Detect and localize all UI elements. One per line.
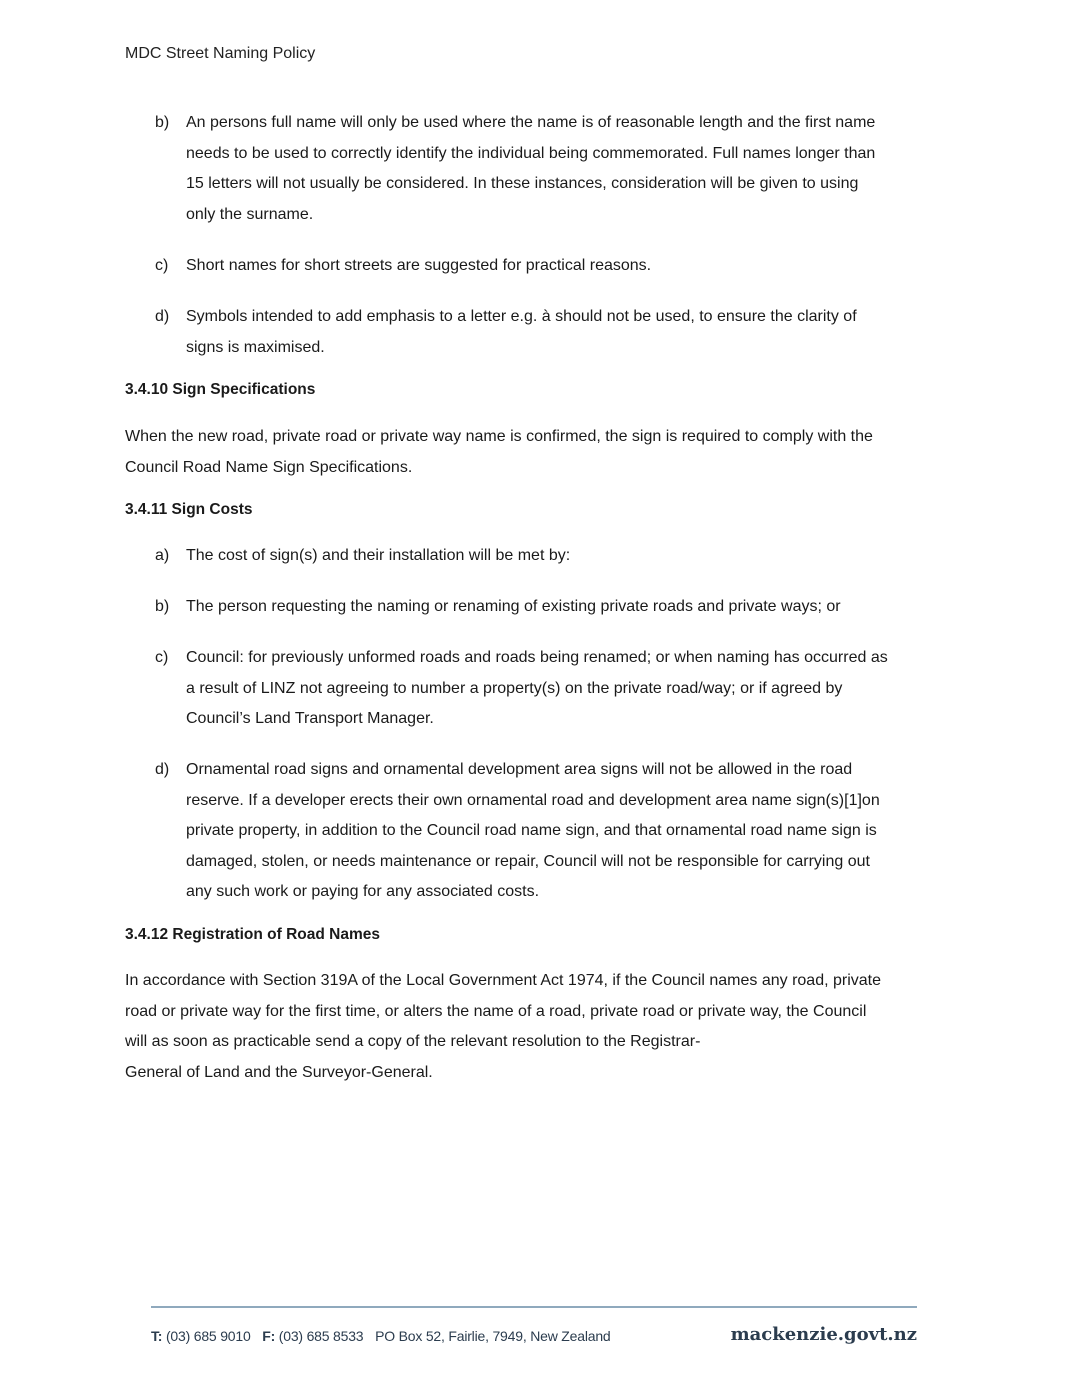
section-heading: 3.4.10 Sign Specifications xyxy=(125,381,316,398)
list-item-text: Short names for short streets are suggested for practical reasons. xyxy=(186,257,652,274)
list-item xyxy=(155,108,945,230)
list-item-text: Ornamental road signs and ornamental development area signs will not be allowed in the road reserve. If a developer erects their own ornamental road and development area name sign(s)[1]on private property, in addition to the Council road name sign, and that ornamental road name sign is damaged, stolen, or needs maintenance or repair, Council will not be responsible for carrying out any such work or paying for any associated costs. xyxy=(186,761,880,900)
list-item-label: a) xyxy=(155,547,170,564)
list-item-text: An persons full name will only be used where the name is of reasonable length and the first name needs to be used to correctly identify the individual being commemorated. Full names longer than 15 letters will not usually be considered. In these instances, consideration will be given to using only the surname. xyxy=(186,114,876,223)
phone-number: (03) 685 9010 xyxy=(165,1328,251,1344)
postal-address: PO Box 52, Fairlie, 7949, New Zealand xyxy=(375,1328,611,1344)
list-item xyxy=(155,643,945,735)
list-item-text: Council: for previously unformed roads and roads being renamed; or when naming has occurred as a result of LINZ not agreeing to number a property(s) on the private road/way; or if agreed by Council’s Land Transport Manager. xyxy=(186,649,888,727)
list-item-text: The person requesting the naming or renaming of existing private roads and private ways; or xyxy=(186,598,841,615)
list-item xyxy=(155,251,945,282)
list-item-label: c) xyxy=(155,257,169,274)
list-item-label: b) xyxy=(155,114,170,131)
footer-contact xyxy=(151,1328,611,1344)
list-item xyxy=(155,541,945,572)
list-item-text: Symbols intended to add emphasis to a letter e.g. à should not be used, to ensure the clarity of signs is maximised. xyxy=(186,308,857,356)
footer-divider xyxy=(151,1306,917,1308)
section-heading: 3.4.11 Sign Costs xyxy=(125,501,253,518)
list-item-text: The cost of sign(s) and their installation will be met by: xyxy=(186,547,571,564)
section-paragraph: In accordance with Section 319A of the Local Government Act 1974, if the Council names any road, private road or private way for the first time, or alters the name of a road, private road or private way, the Council will as soon as practicable send a copy of the relevant resolution to the Registrar- General of Land and the Surveyor-General. xyxy=(125,972,881,1081)
list-item-label: d) xyxy=(155,308,170,325)
list-item xyxy=(155,592,945,623)
page-header: MDC Street Naming Policy xyxy=(125,45,316,62)
website-link[interactable]: mackenzie.govt.nz xyxy=(730,1324,917,1345)
fax-number: (03) 685 8533 xyxy=(278,1328,364,1344)
list-item xyxy=(155,302,945,363)
section-heading: 3.4.12 Registration of Road Names xyxy=(125,926,380,943)
list-item-label: c) xyxy=(155,649,169,666)
list-item-label: d) xyxy=(155,761,170,778)
phone-label: T: xyxy=(151,1328,163,1344)
list-item-label: b) xyxy=(155,598,170,615)
section-paragraph: When the new road, private road or private way name is confirmed, the sign is required to comply with the Council Road Name Sign Specifications. xyxy=(125,428,873,476)
fax-label: F: xyxy=(262,1328,276,1344)
list-item xyxy=(155,755,945,908)
